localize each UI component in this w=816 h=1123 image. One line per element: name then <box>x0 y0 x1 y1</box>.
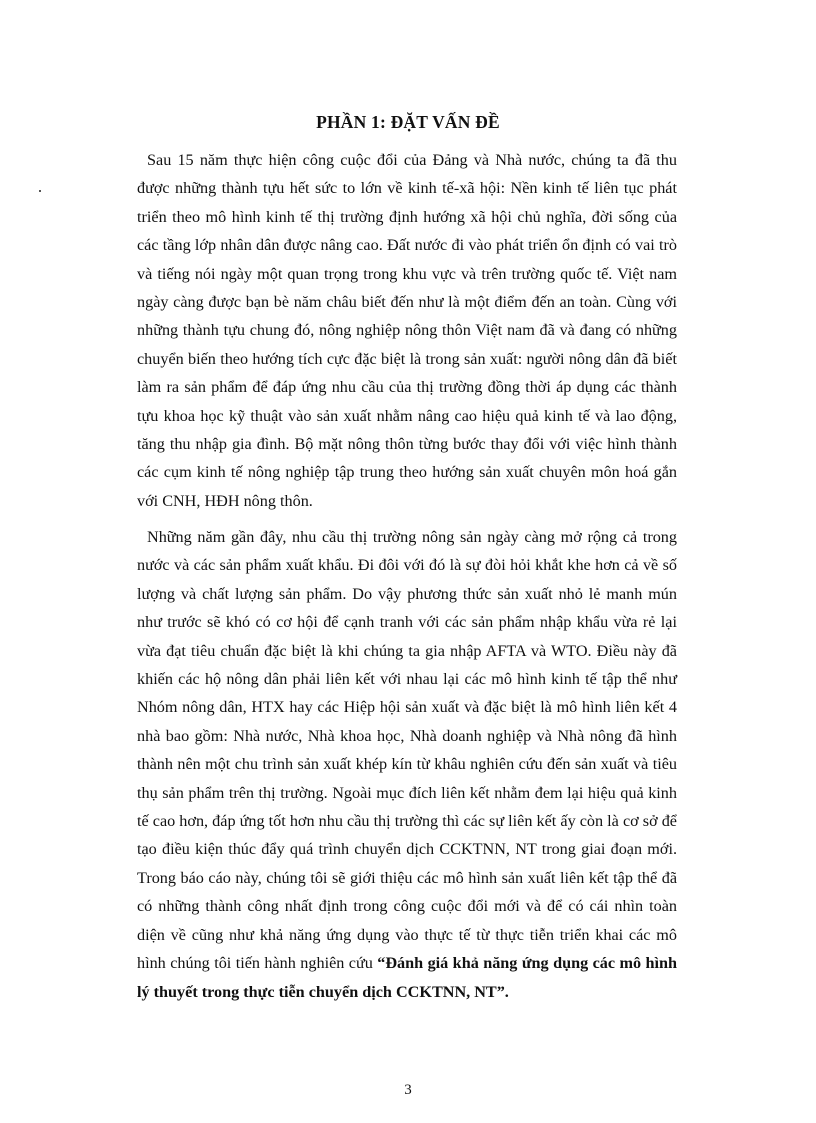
paragraph-2-bold-title: “Đánh giá khả năng ứng dụng các mô hình lý thuyết trong thực tiễn chuyển dịch CCKTNN, NT”. <box>137 954 677 1001</box>
section-heading: PHẦN 1: ĐẶT VẤN ĐỀ <box>316 112 500 132</box>
page-number: 3 <box>404 1082 412 1098</box>
paragraph-2-text: Những năm gần đây, nhu cầu thị trường nông sản ngày càng mở rộng cả trong nước và các sản phẩm xuất khẩu. Đi đôi với đó là sự đòi hỏi khắt khe hơn cả về số lượng và chất lượng sản phẩm. Do vậy phương thức sản xuất nhỏ lẻ manh mún như trước sẽ khó có cơ hội để cạnh tranh với các sản phẩm nhập khẩu vừa rẻ lại vừa đạt tiêu chuẩn đặc biệt là khi chúng ta gia nhập AFTA và WTO. Điều này đã khiến các hộ nông dân phải liên kết với nhau lại các mô hình kinh tế tập thể như Nhóm nông dân, HTX hay các Hiệp hội sản xuất và đặc biệt là mô hình liên kết 4 nhà bao gồm: Nhà nước, Nhà khoa học, Nhà doanh nghiệp và Nhà nông đã hình thành nên một chu trình sản xuất khép kín từ khâu nghiên cứu đến sản xuất và tiêu thụ sản phẩm trên thị trường. Ngoài mục đích liên kết nhằm đem lại hiệu quả kinh tế cao hơn, đáp ứng tốt hơn nhu cầu thị trường thì các sự liên kết ấy còn là cơ sở để tạo điều kiện thúc đẩy quá trình chuyển dịch CCKTNN, NT trong giai đoạn mới. Trong báo cáo này, chúng tôi sẽ giới thiệu các mô hình sản xuất liên kết tập thể đã có những thành công nhất định trong công cuộc đổi mới và để có cái nhìn toàn diện về cũng như khả năng ứng dụng vào thực tế từ thực tiễn triển khai các mô hình chúng tôi tiến hành nghiên cứu <box>137 528 677 973</box>
paragraph-1: Sau 15 năm thực hiện công cuộc đổi của Đảng và Nhà nước, chúng ta đã thu được những thành tựu hết sức to lớn về kinh tế-xã hội: Nền kinh tế liên tục phát triển theo mô hình kinh tế thị trường định hướng xã hội chủ nghĩa, đời sống của các tầng lớp nhân dân được nâng cao. Đất nước đi vào phát triển ổn định có vai trò và tiếng nói ngày một quan trọng trong khu vực và trên trường quốc tế. Việt nam ngày càng được bạn bè năm châu biết đến như là một điểm đến an toàn. Cùng với những thành tựu chung đó, nông nghiệp nông thôn Việt nam đã và đang có những chuyển biến theo hướng tích cực đặc biệt là trong sản xuất: người nông dân đã biết làm ra sản phẩm để đáp ứng nhu cầu của thị trường đồng thời áp dụng các thành tựu khoa học kỹ thuật vào sản xuất nhằm nâng cao hiệu quả kinh tế và lao động, tăng thu nhập gia đình. Bộ mặt nông thôn từng bước thay đổi với việc hình thành các cụm kinh tế nông nghiệp tập trung theo hướng sản xuất chuyên môn hoá gắn với CNH, HĐH nông thôn. <box>137 151 677 510</box>
scan-speck <box>39 190 41 192</box>
paragraph-2 <box>137 523 677 1006</box>
